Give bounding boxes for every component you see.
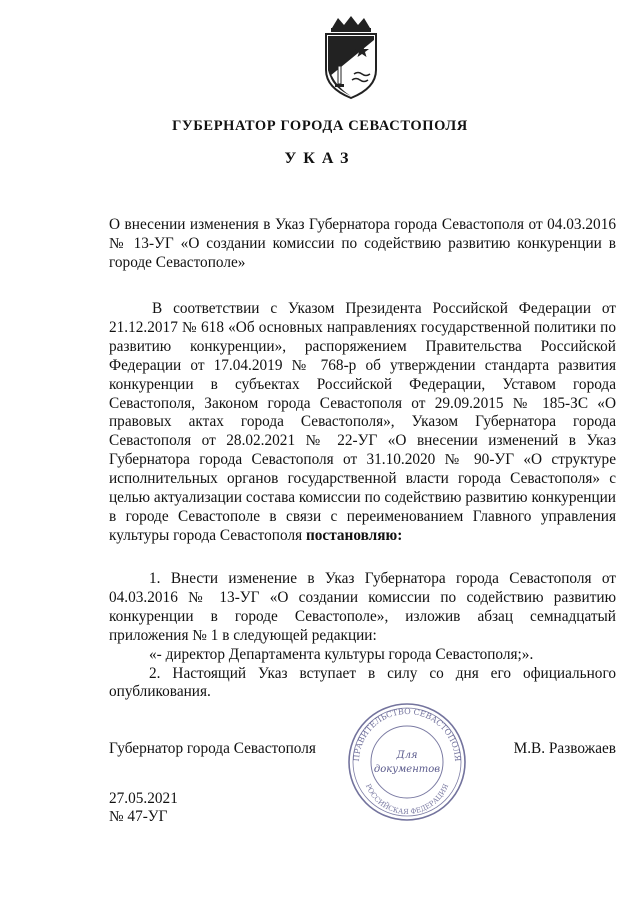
decree-word: постановляю: xyxy=(305,526,403,544)
decree-item-1: 1. Внести изменение в Указ Губернатора города Севастополя от 04.03.2016 № 13-УГ «О создании комиссии по содействию развитию конкуренции в городе Севастополе», изложив абзац семнадцатый приложения № 1 в следующей редакции: xyxy=(109,570,616,644)
seal-center-line1: Для xyxy=(396,750,418,761)
official-seal xyxy=(345,700,469,824)
preamble-text: В соответствии с Указом Президента Российской Федерации от 21.12.2017 № 618 «Об основных направлениях государственной политики по развитию конкуренции», распоряжением Правительства Российской Федерации от 17.04.2019 № 768-р об утверждении стандарта развития конкуренции в субъектах Российской Федерации, Уставом города Севастополя, Законом города Севастополя от 29.09.2015 № 185-ЗС «О правовых актах города Севастополя», Указом Губернатора города Севастополя от 28.02.2021 № 22-УГ «О внесении изменений в Указ Губернатора города Севастополя от 31.10.2020 № 90-УГ «О структуре исполнительных органов государственной власти города Севастополя» с целью актуализации состава комиссии по содействию развитию конкуренции в городе Севастополе в связи с переименованием Главного управления культуры города Севастополя xyxy=(109,300,616,544)
coat-of-arms-emblem xyxy=(318,14,384,100)
decree-subject: О внесении изменения в Указ Губернатора города Севастополя от 04.03.2016 № 13-УГ «О создании комиссии по содействию развитию конкуренции в городе Севастополе» xyxy=(109,216,616,271)
decree-date: 27.05.2021 xyxy=(109,790,178,807)
decree-items xyxy=(109,570,616,702)
seal-bottom-text: РОССИЙСКАЯ ФЕДЕРАЦИЯ xyxy=(363,782,451,817)
issuer-title: ГУБЕРНАТОР ГОРОДА СЕВАСТОПОЛЯ xyxy=(172,118,468,134)
seal-outer-text: ПРАВИТЕЛЬСТВО СЕВАСТОПОЛЯ xyxy=(351,706,463,762)
decree-item-quote: «- директор Департамента культуры города Севастополя;». xyxy=(149,645,534,663)
seal-center-line2: документов xyxy=(373,764,441,775)
decree-number: № 47-УГ xyxy=(109,808,168,825)
signatory-name: М.В. Развожаев xyxy=(513,740,616,757)
decree-item-2: 2. Настоящий Указ вступает в силу со дня его официального опубликования. xyxy=(109,664,616,701)
document-type: УКАЗ xyxy=(284,150,356,167)
preamble-paragraph xyxy=(109,300,616,546)
signatory-title: Губернатор города Севастополя xyxy=(109,740,316,757)
preamble xyxy=(109,300,616,546)
